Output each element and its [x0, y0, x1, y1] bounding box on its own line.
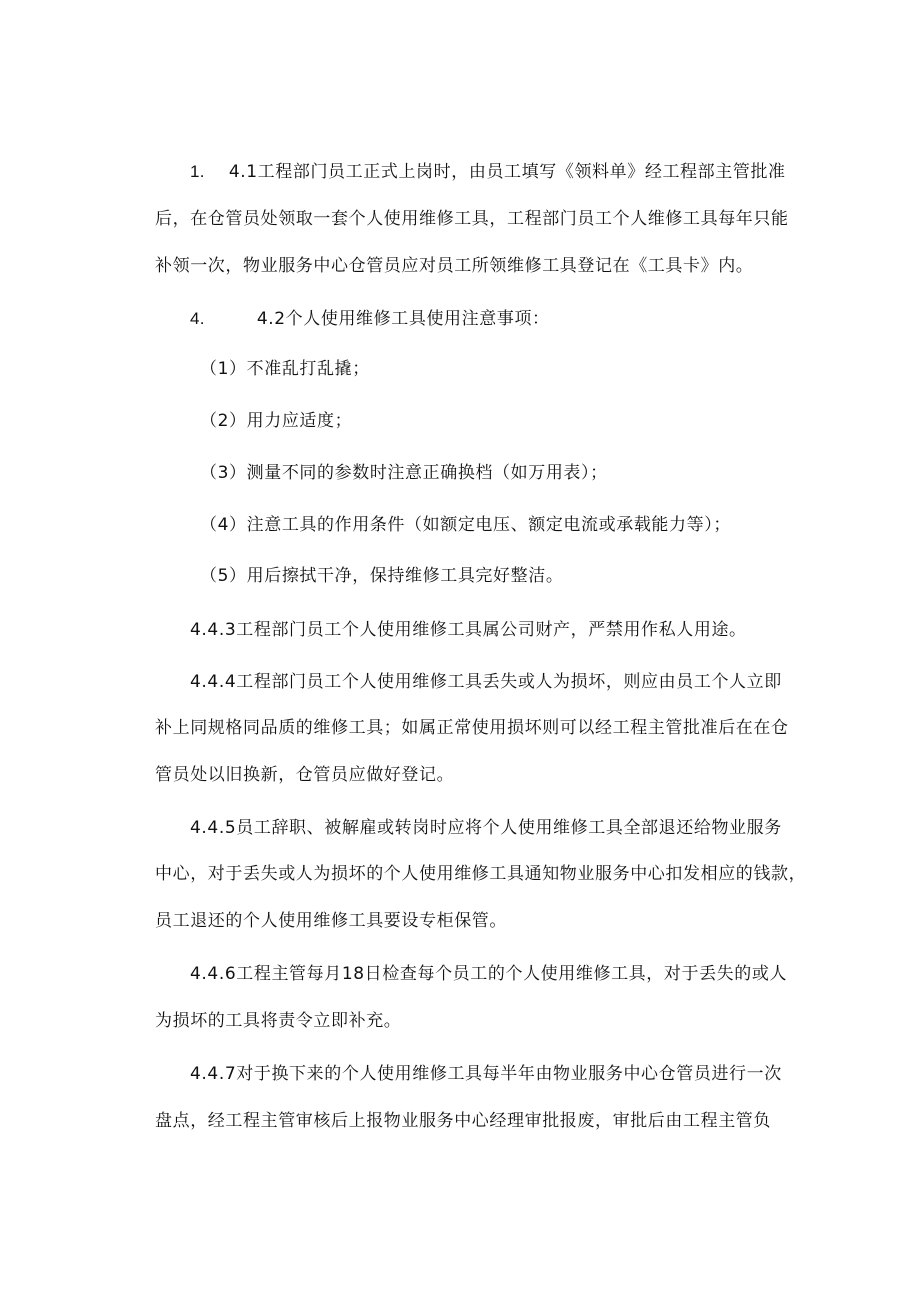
precaution-item-1: （1）不准乱打乱撬； — [200, 359, 370, 379]
paragraph-4-4-4-line-3: 管员处以旧换新，仓管员应做好登记。 — [155, 765, 455, 785]
paragraph-4-4-3-line-1: 4.4.3工程部门员工个人使用维修工具属公司财产，严禁用作私人用途。 — [190, 620, 747, 640]
paragraph-4-4-5-line-3: 员工退还的个人使用维修工具要设专柜保管。 — [155, 911, 507, 931]
paragraph-4-4-5-line-2: 中心，对于丢失或人为损坏的个人使用维修工具通知物业服务中心扣发相应的钱款， — [155, 864, 807, 884]
paragraph-4-4-7-line-2: 盘点，经工程主管审核后上报物业服务中心经理审批报废，审批后由工程主管负 — [155, 1111, 771, 1131]
precaution-item-5: （5）用后擦拭干净，保持维修工具完好整洁。 — [200, 566, 564, 586]
paragraph-4-1-line-3: 补领一次，物业服务中心仓管员应对员工所领维修工具登记在《工具卡》内。 — [155, 256, 754, 276]
paragraph-4-4-4-line-2: 补上同规格同品质的维修工具；如属正常使用损坏则可以经工程主管批准后在在仓 — [155, 718, 789, 738]
paragraph-4-4-7-line-1: 4.4.7对于换下来的个人使用维修工具每半年由物业服务中心仓管员进行一次 — [190, 1064, 782, 1084]
section-4-2-title: 4.2个人使用维修工具使用注意事项： — [256, 309, 550, 329]
paragraph-4-1-text: 4.1工程部门员工正式上岗时，由员工填写《领料单》经工程部主管批准 — [228, 162, 786, 182]
section-4-2-heading — [190, 307, 550, 331]
paragraph-4-1-line-2: 后，在仓管员处领取一套个人使用维修工具，工程部门员工个人维修工具每年只能 — [155, 209, 789, 229]
precaution-item-4: （4）注意工具的作用条件（如额定电压、额定电流或承载能力等）； — [200, 515, 731, 535]
paragraph-4-4-4-line-1: 4.4.4工程部门员工个人使用维修工具丢失或人为损坏，则应由员工个人立即 — [190, 672, 782, 692]
list-number: 4. — [190, 309, 205, 328]
paragraph-4-4-6-line-1: 4.4.6工程主管每月18日检查每个员工的个人使用维修工具，对于丢失的或人 — [190, 964, 788, 984]
paragraph-4-4-6-line-2: 为损坏的工具将责令立即补充。 — [155, 1011, 402, 1031]
precaution-item-3: （3）测量不同的参数时注意正确换档（如万用表）； — [200, 463, 608, 483]
list-number: 1. — [190, 162, 205, 181]
paragraph-4-4-5-line-1: 4.4.5员工辞职、被解雇或转岗时应将个人使用维修工具全部退还给物业服务 — [190, 818, 782, 838]
precaution-item-2: （2）用力应适度； — [200, 411, 353, 431]
paragraph-4-1-line-1 — [190, 160, 786, 184]
